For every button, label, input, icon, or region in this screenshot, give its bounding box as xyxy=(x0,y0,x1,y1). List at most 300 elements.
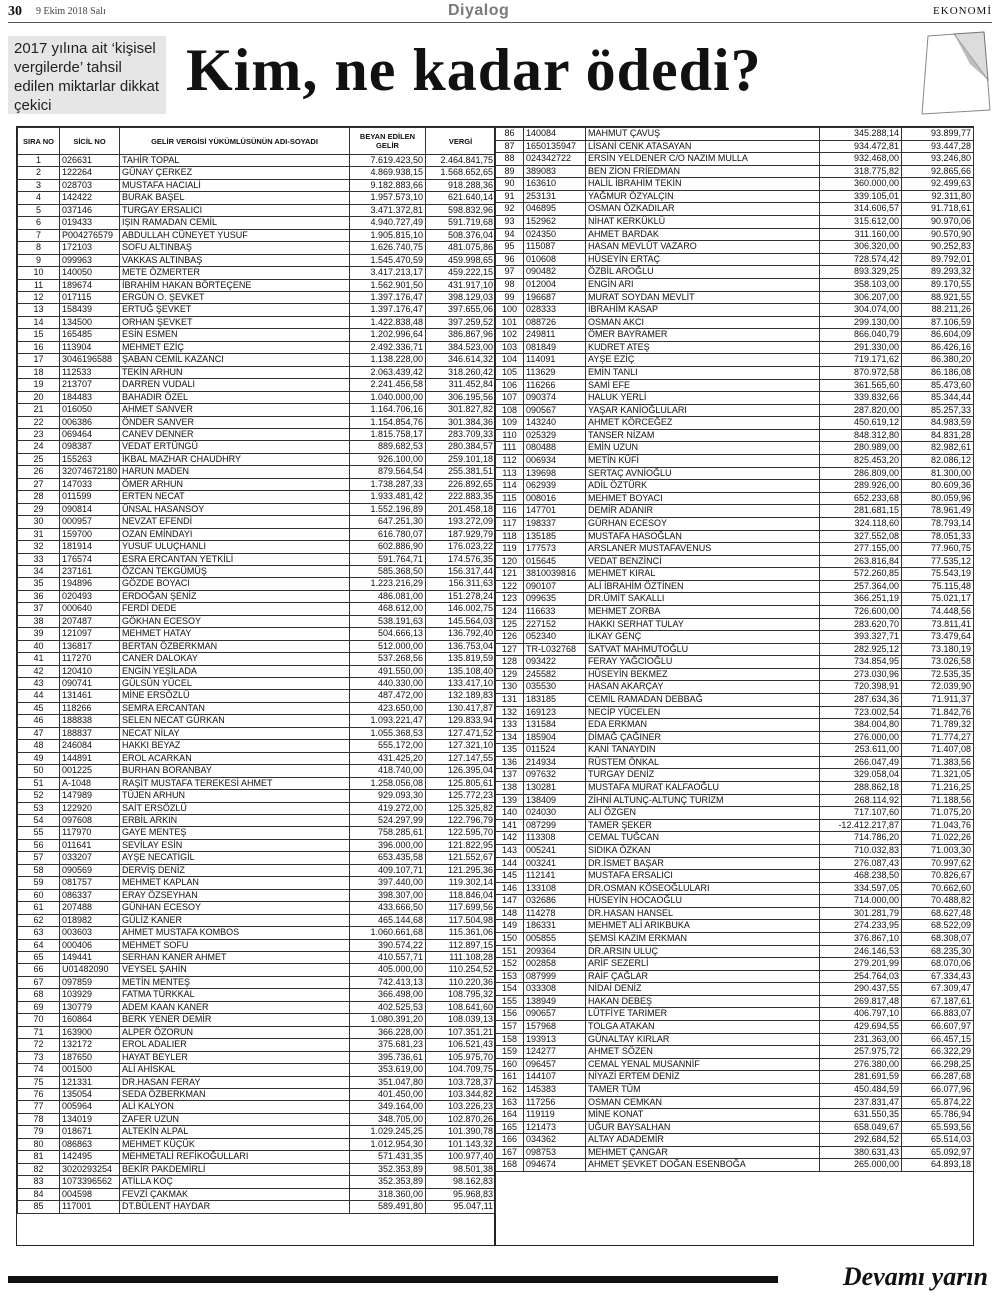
income-cell: 1.545.470,59 xyxy=(350,254,426,266)
tax-cell: 306.195,56 xyxy=(426,391,496,403)
sira-cell: 121 xyxy=(496,568,524,581)
table-row xyxy=(18,827,496,839)
sicil-cell: 097632 xyxy=(524,769,586,782)
sicil-cell: 118266 xyxy=(60,702,120,714)
tax-cell: 87.106,59 xyxy=(902,316,974,329)
tax-cell: 108.039,13 xyxy=(426,1014,496,1026)
name-cell: ALİ AHİSKAL xyxy=(120,1064,350,1076)
table-row xyxy=(18,167,496,179)
table-row xyxy=(496,593,974,606)
sicil-cell: 147701 xyxy=(524,505,586,518)
name-cell: LÜTFİYE TARIMER xyxy=(586,1008,820,1021)
tax-cell: 71.022,26 xyxy=(902,832,974,845)
sicil-cell: 188837 xyxy=(60,727,120,739)
income-cell: 237.831,47 xyxy=(820,1096,902,1109)
sicil-cell: 028333 xyxy=(524,304,586,317)
income-cell: 398.307,00 xyxy=(350,889,426,901)
table-row xyxy=(496,907,974,920)
sicil-cell: 090482 xyxy=(524,266,586,279)
sira-cell: 27 xyxy=(18,478,60,490)
tax-cell: 136.753,04 xyxy=(426,640,496,652)
income-cell: 1.138.228,00 xyxy=(350,354,426,366)
sira-cell: 4 xyxy=(18,192,60,204)
income-cell: 263.816,84 xyxy=(820,555,902,568)
tax-cell: 431.917,10 xyxy=(426,279,496,291)
sira-cell: 26 xyxy=(18,466,60,478)
name-cell: TEKİN ARHUN xyxy=(120,366,350,378)
table-row xyxy=(18,204,496,216)
income-cell: 396.000,00 xyxy=(350,839,426,851)
name-cell: MEHMETALİ REFİKOĞULLARI xyxy=(120,1151,350,1163)
sicil-cell: 114091 xyxy=(524,354,586,367)
name-cell: OZAN EMİNDAYI xyxy=(120,528,350,540)
table-row xyxy=(496,354,974,367)
sira-cell: 118 xyxy=(496,530,524,543)
name-cell: ATİLLA KOÇ xyxy=(120,1176,350,1188)
income-cell: 306.207,00 xyxy=(820,291,902,304)
tax-cell: 73.811,41 xyxy=(902,618,974,631)
sira-cell: 119 xyxy=(496,543,524,556)
sira-cell: 137 xyxy=(496,769,524,782)
sira-cell: 104 xyxy=(496,354,524,367)
table-row xyxy=(18,528,496,540)
table-row xyxy=(496,480,974,493)
sira-cell: 153 xyxy=(496,970,524,983)
income-cell: 283.620,70 xyxy=(820,618,902,631)
sira-cell: 58 xyxy=(18,864,60,876)
tax-cell: 72.039,90 xyxy=(902,681,974,694)
sira-cell: 97 xyxy=(496,266,524,279)
name-cell: MUSTAFA MURAT KALFAOĞLU xyxy=(586,782,820,795)
income-cell: 758.285,61 xyxy=(350,827,426,839)
table-row xyxy=(18,553,496,565)
sicil-cell: 097608 xyxy=(60,815,120,827)
tax-cell: 127.471,52 xyxy=(426,727,496,739)
table-row xyxy=(18,242,496,254)
sira-cell: 106 xyxy=(496,379,524,392)
income-cell: 292.684,52 xyxy=(820,1134,902,1147)
sicil-cell: 026631 xyxy=(60,155,120,167)
income-cell: 276.380,00 xyxy=(820,1058,902,1071)
name-cell: VEDAT BENZİNCİ xyxy=(586,555,820,568)
income-cell: 1.060.661,68 xyxy=(350,927,426,939)
sicil-cell: 158439 xyxy=(60,304,120,316)
sira-cell: 51 xyxy=(18,777,60,789)
tax-cell: 98.501,38 xyxy=(426,1163,496,1175)
sicil-cell: 3020293254 xyxy=(60,1163,120,1175)
sira-cell: 105 xyxy=(496,366,524,379)
income-cell: 866.040,79 xyxy=(820,329,902,342)
table-row xyxy=(496,178,974,191)
sicil-cell: 004598 xyxy=(60,1188,120,1200)
sicil-cell: 090107 xyxy=(524,580,586,593)
name-cell: DEMİR ADANIR xyxy=(586,505,820,518)
income-cell: 405.000,00 xyxy=(350,964,426,976)
income-cell: 287.820,00 xyxy=(820,404,902,417)
sicil-cell: 121331 xyxy=(60,1076,120,1088)
sira-cell: 17 xyxy=(18,354,60,366)
table-row xyxy=(18,628,496,640)
sira-cell: 152 xyxy=(496,958,524,971)
table-row xyxy=(496,832,974,845)
name-cell: OSMAN AKCI xyxy=(586,316,820,329)
income-cell: 279.201,99 xyxy=(820,958,902,971)
sira-cell: 157 xyxy=(496,1021,524,1034)
income-cell: 1.055.368,53 xyxy=(350,727,426,739)
table-row xyxy=(496,417,974,430)
table-row xyxy=(496,857,974,870)
tax-cell: 121.295,36 xyxy=(426,864,496,876)
tax-cell: 71.216,25 xyxy=(902,782,974,795)
sira-cell: 69 xyxy=(18,1001,60,1013)
income-cell: 3.471.372,81 xyxy=(350,204,426,216)
tax-cell: 187.929,79 xyxy=(426,528,496,540)
name-cell: ŞEMSİ KAZIM ERKMAN xyxy=(586,933,820,946)
sicil-cell: 115087 xyxy=(524,241,586,254)
income-cell: 450.619,12 xyxy=(820,417,902,430)
tax-cell: 73.180,19 xyxy=(902,643,974,656)
name-cell: HASAN AKARÇAY xyxy=(586,681,820,694)
income-cell: 402.525,53 xyxy=(350,1001,426,1013)
income-cell: 304.074,00 xyxy=(820,304,902,317)
sira-cell: 110 xyxy=(496,429,524,442)
sira-cell: 70 xyxy=(18,1014,60,1026)
sicil-cell: 122264 xyxy=(60,167,120,179)
sira-cell: 101 xyxy=(496,316,524,329)
sicil-cell: 124277 xyxy=(524,1046,586,1059)
sira-cell: 18 xyxy=(18,366,60,378)
table-row xyxy=(496,140,974,153)
tax-cell: 71.003,30 xyxy=(902,844,974,857)
sira-cell: 41 xyxy=(18,653,60,665)
sira-cell: 98 xyxy=(496,278,524,291)
table-row xyxy=(18,877,496,889)
tax-cell: 88.921,55 xyxy=(902,291,974,304)
tax-cell: 125.325,82 xyxy=(426,802,496,814)
name-cell: NİYAZİ ERTEM DENİZ xyxy=(586,1071,820,1084)
tax-table-right xyxy=(494,126,974,1246)
sicil-cell: 130281 xyxy=(524,782,586,795)
table-row xyxy=(496,945,974,958)
name-cell: NİHAT KERKÜKLÜ xyxy=(586,216,820,229)
sira-cell: 103 xyxy=(496,341,524,354)
table-row xyxy=(18,192,496,204)
continued-note: Devamı yarın xyxy=(842,1262,988,1291)
tax-cell: 71.321,05 xyxy=(902,769,974,782)
tax-cell: 591.719,68 xyxy=(426,217,496,229)
table-row xyxy=(496,807,974,820)
headline: Kim, ne kadar ödedi? xyxy=(186,37,762,103)
income-cell: 728.574,42 xyxy=(820,253,902,266)
sicil-cell: 090814 xyxy=(60,503,120,515)
sicil-cell: 080488 xyxy=(524,442,586,455)
name-cell: ORHAN ŞEVKET xyxy=(120,316,350,328)
sicil-cell: 112141 xyxy=(524,870,586,883)
income-cell: 717.107,60 xyxy=(820,807,902,820)
name-cell: RAİF ÇAĞLAR xyxy=(586,970,820,983)
income-cell: 734.854,95 xyxy=(820,656,902,669)
sira-cell: 139 xyxy=(496,794,524,807)
name-cell: CANER DALOKAY xyxy=(120,653,350,665)
sicil-cell: 069464 xyxy=(60,428,120,440)
tax-cell: 71.075,20 xyxy=(902,807,974,820)
name-cell: EROL ACARKAN xyxy=(120,752,350,764)
tax-cell: 2.464.841,75 xyxy=(426,155,496,167)
page-curl-icon xyxy=(914,30,992,116)
name-cell: DR.OSMAN KÖSEOĞLULARI xyxy=(586,882,820,895)
income-cell: 318.360,00 xyxy=(350,1188,426,1200)
tax-table-left xyxy=(16,126,496,1246)
sicil-cell: 155263 xyxy=(60,453,120,465)
sira-cell: 164 xyxy=(496,1109,524,1122)
tax-cell: 85.344,44 xyxy=(902,392,974,405)
table-row xyxy=(496,605,974,618)
sicil-cell: 209364 xyxy=(524,945,586,958)
income-cell: 504.666,13 xyxy=(350,628,426,640)
sicil-cell: 172103 xyxy=(60,242,120,254)
table-row xyxy=(18,279,496,291)
table-row xyxy=(18,665,496,677)
name-cell: AHMET KÖRCEĞEZ xyxy=(586,417,820,430)
income-cell: 324.118,60 xyxy=(820,517,902,530)
sira-cell: 133 xyxy=(496,719,524,732)
tax-cell: 92.499,63 xyxy=(902,178,974,191)
name-cell: SEMRA ERCANTAN xyxy=(120,702,350,714)
table-row xyxy=(496,442,974,455)
sicil-cell: 117970 xyxy=(60,827,120,839)
table-row xyxy=(496,631,974,644)
sira-cell: 99 xyxy=(496,291,524,304)
income-cell: 349.164,00 xyxy=(350,1101,426,1113)
income-cell: 2.063.439,42 xyxy=(350,366,426,378)
income-cell: 276.000,00 xyxy=(820,731,902,744)
tax-cell: 85.257,33 xyxy=(902,404,974,417)
sira-cell: 82 xyxy=(18,1163,60,1175)
income-cell: 719.171,62 xyxy=(820,354,902,367)
income-cell: 932.468,00 xyxy=(820,153,902,166)
sira-cell: 24 xyxy=(18,441,60,453)
tax-cell: 66.287,68 xyxy=(902,1071,974,1084)
sicil-cell: 090657 xyxy=(524,1008,586,1021)
table-row xyxy=(18,1163,496,1175)
sicil-cell: 000957 xyxy=(60,516,120,528)
income-cell: 585.368,50 xyxy=(350,565,426,577)
table-row xyxy=(18,1188,496,1200)
col-name: GELİR VERGİSİ YÜKÜMLÜSÜNÜN ADI-SOYADI xyxy=(120,128,350,155)
sicil-cell: 046895 xyxy=(524,203,586,216)
table-row xyxy=(496,1121,974,1134)
sicil-cell: 062939 xyxy=(524,480,586,493)
sira-cell: 163 xyxy=(496,1096,524,1109)
tax-cell: 66.607,97 xyxy=(902,1021,974,1034)
name-cell: İKBAL MAZHAR CHAUDHRY xyxy=(120,453,350,465)
name-cell: MEHMET KAPLAN xyxy=(120,877,350,889)
name-cell: GÜNALTAY KIRLAR xyxy=(586,1033,820,1046)
income-cell: 450.484,59 xyxy=(820,1083,902,1096)
sira-cell: 43 xyxy=(18,678,60,690)
sira-cell: 150 xyxy=(496,933,524,946)
sira-cell: 74 xyxy=(18,1064,60,1076)
sira-cell: 61 xyxy=(18,902,60,914)
sira-cell: 132 xyxy=(496,706,524,719)
table-row xyxy=(18,653,496,665)
income-cell: 1.080.391,20 xyxy=(350,1014,426,1026)
sira-cell: 147 xyxy=(496,895,524,908)
table-row xyxy=(18,615,496,627)
name-cell: GÖKHAN ECESOY xyxy=(120,615,350,627)
table-row xyxy=(18,404,496,416)
tax-cell: 125.805,61 xyxy=(426,777,496,789)
tax-cell: 77.535,12 xyxy=(902,555,974,568)
name-cell: BERTAN ÖZBERKMAN xyxy=(120,640,350,652)
sicil-cell: 028703 xyxy=(60,179,120,191)
table-row xyxy=(18,254,496,266)
table-row xyxy=(496,895,974,908)
sicil-cell: 006386 xyxy=(60,416,120,428)
tax-cell: 71.383,56 xyxy=(902,756,974,769)
table-row xyxy=(18,291,496,303)
income-cell: 591.764,71 xyxy=(350,553,426,565)
name-cell: ÖMER ARHUN xyxy=(120,478,350,490)
income-cell: 429.694,55 xyxy=(820,1021,902,1034)
tax-cell: 129.833,94 xyxy=(426,715,496,727)
income-cell: 589.491,80 xyxy=(350,1201,426,1213)
income-cell: 277.155,00 xyxy=(820,543,902,556)
tax-cell: 301.827,82 xyxy=(426,404,496,416)
income-cell: 710.032,83 xyxy=(820,844,902,857)
name-cell: DR.HASAN HANSEL xyxy=(586,907,820,920)
table-row xyxy=(496,543,974,556)
income-cell: 870.972,58 xyxy=(820,366,902,379)
table-row xyxy=(18,777,496,789)
sicil-cell: 094674 xyxy=(524,1159,586,1172)
table-row xyxy=(18,1051,496,1063)
sira-cell: 111 xyxy=(496,442,524,455)
tax-cell: 259.101,18 xyxy=(426,453,496,465)
income-cell: 1.258.056,08 xyxy=(350,777,426,789)
sicil-cell: 193913 xyxy=(524,1033,586,1046)
sicil-cell: 3046196588 xyxy=(60,354,120,366)
income-cell: 1.397.176,47 xyxy=(350,304,426,316)
sicil-cell: 147989 xyxy=(60,790,120,802)
table-row xyxy=(18,1088,496,1100)
name-cell: AHMET SANVER xyxy=(120,404,350,416)
income-cell: 348.705,00 xyxy=(350,1113,426,1125)
sicil-cell: 087999 xyxy=(524,970,586,983)
sira-cell: 53 xyxy=(18,802,60,814)
table-row xyxy=(496,1033,974,1046)
sira-cell: 3 xyxy=(18,179,60,191)
tax-cell: 70.997,62 xyxy=(902,857,974,870)
tax-cell: 386.867,96 xyxy=(426,329,496,341)
sira-cell: 84 xyxy=(18,1188,60,1200)
sicil-cell: 002858 xyxy=(524,958,586,971)
name-cell: HALUK YERLİ xyxy=(586,392,820,405)
sira-cell: 81 xyxy=(18,1151,60,1163)
sira-cell: 92 xyxy=(496,203,524,216)
name-cell: TURGAY DENİZ xyxy=(586,769,820,782)
name-cell: ADİL ÖZTÜRK xyxy=(586,480,820,493)
table-row xyxy=(18,391,496,403)
name-cell: ERDOĞAN ŞENİZ xyxy=(120,590,350,602)
sicil-cell: 194896 xyxy=(60,578,120,590)
income-cell: 419.272,00 xyxy=(350,802,426,814)
tax-cell: 106.521,43 xyxy=(426,1039,496,1051)
sira-cell: 59 xyxy=(18,877,60,889)
name-cell: ENGİN YEŞİLADA xyxy=(120,665,350,677)
sira-cell: 154 xyxy=(496,983,524,996)
income-cell: 265.000,00 xyxy=(820,1159,902,1172)
tax-cell: 121.822,95 xyxy=(426,839,496,851)
tax-cell: 112.897,15 xyxy=(426,939,496,951)
sicil-cell: 033207 xyxy=(60,852,120,864)
sira-cell: 48 xyxy=(18,740,60,752)
tax-cell: 156.311,63 xyxy=(426,578,496,590)
tax-cell: 78.961,49 xyxy=(902,505,974,518)
sicil-cell: 121097 xyxy=(60,628,120,640)
name-cell: EMİN TANLI xyxy=(586,366,820,379)
table-row xyxy=(18,578,496,590)
income-cell: 714.000,00 xyxy=(820,895,902,908)
tax-cell: 103.226,23 xyxy=(426,1101,496,1113)
name-cell: DR.ARSIN ULUÇ xyxy=(586,945,820,958)
sicil-cell: 024342722 xyxy=(524,153,586,166)
tax-cell: 88.211,26 xyxy=(902,304,974,317)
sicil-cell: 1650135947 xyxy=(524,140,586,153)
sicil-cell: 237161 xyxy=(60,565,120,577)
table-row xyxy=(18,428,496,440)
sira-cell: 64 xyxy=(18,939,60,951)
table-row xyxy=(18,839,496,851)
name-cell: ALTEKİN ALPAL xyxy=(120,1126,350,1138)
sicil-cell: 246084 xyxy=(60,740,120,752)
income-cell: 360.000,00 xyxy=(820,178,902,191)
table-row xyxy=(18,179,496,191)
name-cell: BEN ZİON FRİEDMAN xyxy=(586,165,820,178)
table-row xyxy=(496,643,974,656)
table-row xyxy=(496,920,974,933)
sicil-cell: 142422 xyxy=(60,192,120,204)
col-income: BEYAN EDİLEN GELİR xyxy=(350,128,426,155)
name-cell: ALİ ÖZGEN xyxy=(586,807,820,820)
table-row xyxy=(496,719,974,732)
table-row xyxy=(496,153,974,166)
sira-cell: 112 xyxy=(496,455,524,468)
name-cell: DR.HASAN FERAY xyxy=(120,1076,350,1088)
sicil-cell: 096457 xyxy=(524,1058,586,1071)
tax-cell: 918.288,36 xyxy=(426,179,496,191)
name-cell: DR.ÜMİT SAKALLI xyxy=(586,593,820,606)
income-cell: 273.030,96 xyxy=(820,668,902,681)
name-cell: YUSUF ULUÇHANLI xyxy=(120,541,350,553)
tax-cell: 70.488,82 xyxy=(902,895,974,908)
income-cell: 380.631,43 xyxy=(820,1146,902,1159)
tax-cell: 95.968,83 xyxy=(426,1188,496,1200)
sicil-cell: 187650 xyxy=(60,1051,120,1063)
table-row xyxy=(496,241,974,254)
sicil-cell: 116633 xyxy=(524,605,586,618)
sira-cell: 22 xyxy=(18,416,60,428)
sira-cell: 91 xyxy=(496,190,524,203)
name-cell: BAHADIR ÖZEL xyxy=(120,391,350,403)
tax-cell: 100.977,40 xyxy=(426,1151,496,1163)
tax-cell: 193.272,09 xyxy=(426,516,496,528)
table-row xyxy=(496,782,974,795)
income-cell: 423.650,00 xyxy=(350,702,426,714)
sicil-cell: 213707 xyxy=(60,379,120,391)
sicil-cell: 033308 xyxy=(524,983,586,996)
income-cell: 616.780,07 xyxy=(350,528,426,540)
